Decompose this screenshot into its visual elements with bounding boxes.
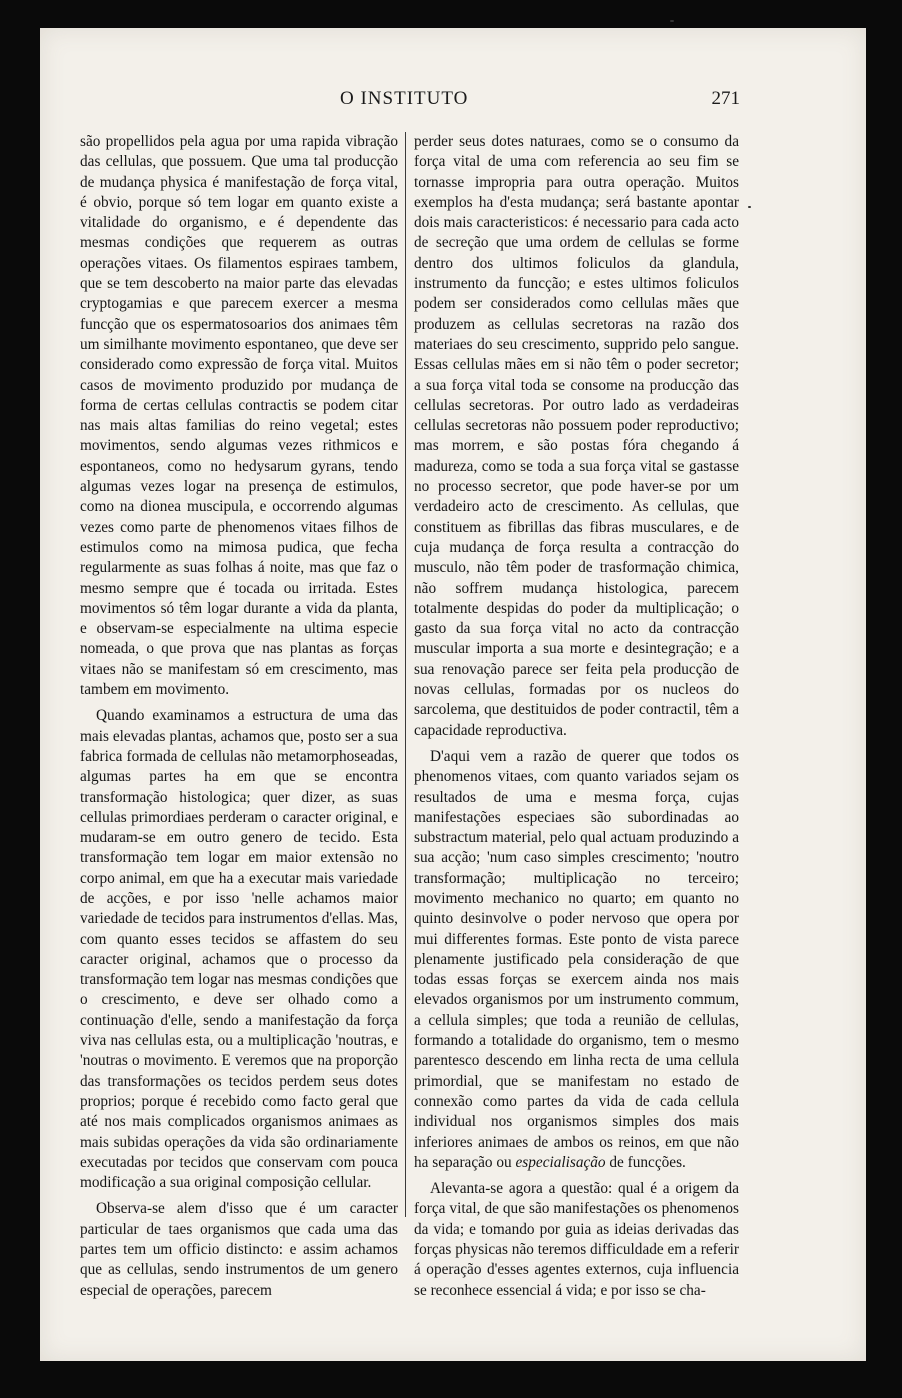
scan-speck	[748, 206, 751, 208]
left-text-column	[80, 132, 398, 1299]
right-paragraph-1: perder seus dotes naturaes, como se o consumo da força vital de uma com referencia ao seu fim se tornasse impropria para outra operação. Muitos exemplos ha d'esta mudança; será bastante apontar dois mais caracteristicos: é necessario para cada acto de secreção que uma ordem de cellulas se forme dentro dos ultimos foliculos da glandula, instrumento da funcção; e estes ultimos foliculos podem ser considerados como cellulas mães que produzem as cellulas secretoras na razão dos materiaes do seu crescimento, supprido pelo sangue. Essas cellulas mães em si não têm o poder secretor; a sua força vital toda se consome na producção das cellulas secretoras. Por outro lado as verdadeiras cellulas secretoras não possuem poder reproductivo; mas morrem, e são postas fóra chegando á madureza, como se toda a sua força vital se gastasse no processo secretor, que pode haver-se por um verdadeiro acto de crescimento. As cellulas, que constituem as fibrillas das fibras musculares, e de cuja mudança de força resulta a contracção do musculo, não têm poder de trasformação chimica, não soffrem mudança histologica, parecem totalmente despidas do poder da multiplicação; o gasto da sua força vital no acto da contracção muscular importa a sua morte e desintegração; e a sua renovação parece ser feita pela producção de novas cellulas, formadas por os nucleos do sarcolema, que destituidos de poder contractil, têm a capacidade reproductiva.	[414, 133, 739, 739]
right-paragraph-2-italic: especialisação	[515, 1153, 606, 1171]
left-paragraph-1: são propellidos pela agua por uma rapida vibração das cellulas, que possuem. Que uma tal producção de mudança physica é manifestação de força vital, é obvio, porque só tem logar em quanto existe a vitalidade do organismo, e é dependente das mesmas condições que requerem as outras operações vitaes. Os filamentos espiraes tambem, que se tem descoberto na maior parte das elevadas cryptogamias e que parecem exercer a mesma funcção que os espermatosoarios dos animaes têm um similhante movimento espontaneo, que deve ser considerado como expressão de força vital. Muitos casos de movimento produzido por mudança de forma de certas cellulas contractis se podem citar nas mais altas familias do reino vegetal; estes movimentos, sendo algumas vezes rithmicos e espontaneos, como no hedysarum gyrans, tendo algumas vezes logar na presença de estimulos, como na dionea muscipula, e occorrendo algumas vezes como parte de phenomenos vitaes filhos de estimulos como na mimosa pudica, que fecha regularmente as suas folhas á noite, mas que faz o mesmo sempre que é tocada ou irritada. Estes movimentos só têm logar durante a vida da planta, e observam-se especialmente na ultima especie nomeada, o que prova que nas plantas as forças vitaes não se manifestam só em crescimento, mas tambem em movimento.	[80, 133, 398, 699]
left-paragraph-3: Observa-se alem d'isso que é um caracter particular de taes organismos que cada uma das partes tem um officio distincto: e assim achamos que as cellulas, sendo instrumentos de um genero especial de operações, parecem	[80, 1200, 398, 1299]
running-title: O INSTITUTO	[340, 88, 469, 109]
scan-border-left	[0, 0, 40, 1398]
right-paragraph-2-text: D'aqui vem a razão de querer que todos os phenomenos vitaes, com quanto variados sejam os resultados de uma e mesma força, cujas manifestações especiaes são subordinadas ao substractum material, pelo qual actuam produzindo a sua acção; 'num caso simples crescimento; 'noutro transformação; multiplicação no terceiro; movimento mechanico no quarto; em quanto no quinto desinvolve o poder nervoso que opera por mui differentes formas. Este ponto de vista parece plenamente justificado pela consideração de que todas essas forças se exercem ainda nos mais elevados organismos por um instrumento commum, a cellula simples; que toda a reunião de cellulas, formando a totalidade do organismo, tem o mesmo parentesco descendo em linha recta de uma cellula primordial, que se manifestam no estado de connexão como partes da vida de cada cellula individual nos organismos simples dos mais inferiores animaes de ambos os reinos, em que não ha separação ou	[414, 747, 739, 1171]
page-header	[80, 88, 740, 114]
scan-border-right	[866, 0, 902, 1398]
page-number: 271	[711, 88, 740, 109]
right-paragraph-2	[414, 747, 739, 1173]
left-paragraph-2: Quando examinamos a estructura de uma das mais elevadas plantas, achamos que, posto ser a sua fabrica formada de cellulas não metamorphoseadas, algumas partes ha em que se encontra transformação histologica; quer dizer, as suas cellulas primordiaes perderam o caracter original, e mudaram-se em outro genero de tecido. Esta transformação tem logar em maior extensão no corpo animal, em que ha a executar mais variedade de acções, e por isso 'nelle achamos maior variedade de tecidos para instrumentos d'ellas. Mas, com quanto esses tecidos se affastem do seu caracter original, achamos que o processo da transformação tem logar nas mesmas condições que o crescimento, e deve ser olhado como a continuação d'elle, sendo a manifestação da força viva nas cellulas esta, ou a multiplicação 'noutras, e 'noutras o movimento. E veremos que na proporção das transformações os tecidos perdem seus dotes proprios; porque é recebido como facto geral que até nos mais complicados organismos animaes as mais subidas operações da vida são ordinariamente executadas por tecidos que conservam com pouca modificação a sua original composição cellular.	[80, 707, 398, 1192]
scan-border-bottom	[0, 1360, 902, 1398]
scan-border-top	[0, 0, 902, 30]
right-text-column	[414, 132, 739, 1299]
right-paragraph-2-end: de funcções.	[605, 1153, 686, 1171]
scan-speck	[670, 20, 674, 22]
column-divider	[405, 132, 406, 1217]
right-paragraph-3: Alevanta-se agora a questão: qual é a origem da força vital, de que são manifestações os phenomenos da vida; e tomando por guia as ideias derivadas das forças physicas não teremos difficuldade em a referir á operação d'esses agentes externos, cuja influencia se reconhece essencial á vida; e por isso se cha-	[414, 1180, 739, 1299]
